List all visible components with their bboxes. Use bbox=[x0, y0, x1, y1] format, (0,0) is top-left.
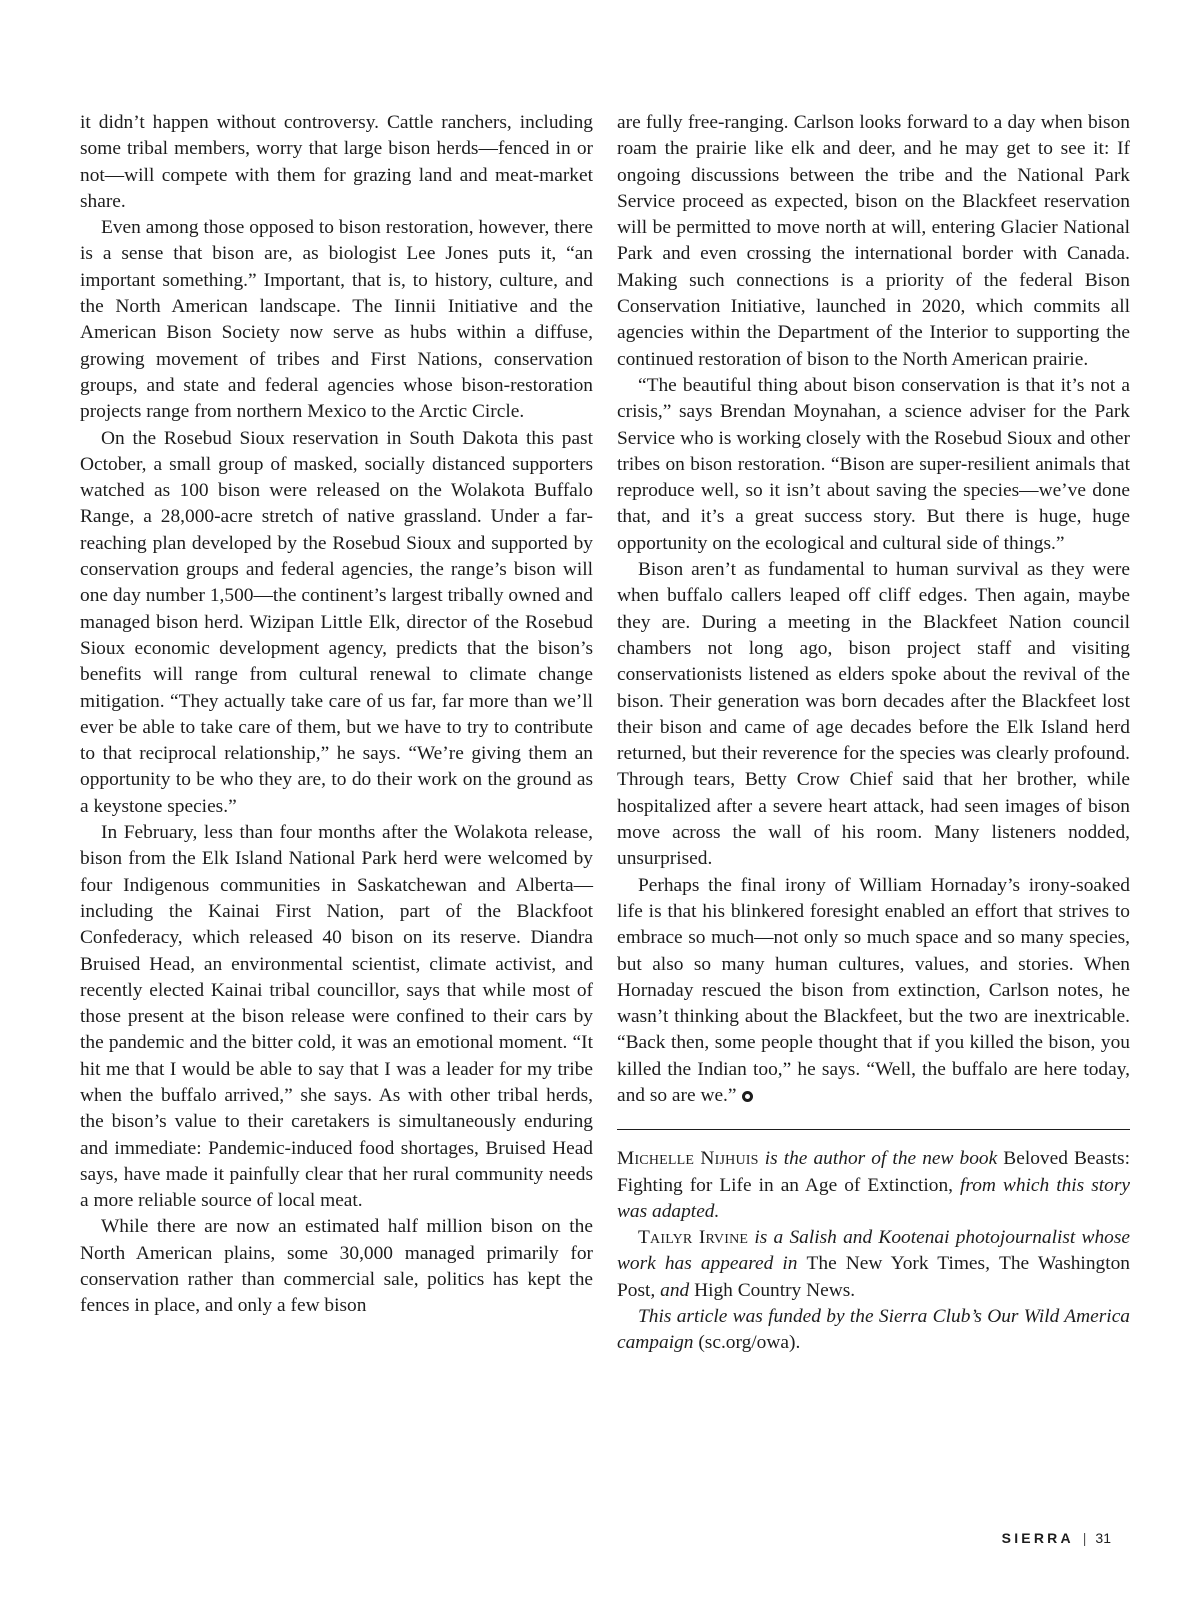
publication-title: High Country News bbox=[694, 1279, 851, 1301]
body-paragraph: In February, less than four months after the Wolakota release, bison from the Elk Island National Park herd were welcomed by four Indigenous communities in Saskatchewan and Alberta—including the Kainai First Nation, part of the Blackfoot Confederacy, which released 40 bison on its reserve. Diandra Bruised Head, an environmental scientist, climate activist, and recently elected Kainai tribal councillor, says that while most of those present at the bison release were confined to their cars by the pandemic and the bitter cold, it was an emotional moment. “It hit me that I would be able to say that I was a leader for my tribe when the buffalo arrived,” she says. As with other tribal herds, the bison’s value to their caretakers is simultaneously enduring and immediate: Pandemic-induced food shortages, Bruised Head says, have made it painfully clear that her rural community needs a more reliable source of local meat. bbox=[80, 822, 593, 1212]
publication-title: The Washington Post bbox=[617, 1253, 1130, 1301]
body-paragraph-final bbox=[617, 873, 1130, 1110]
body-paragraph: it didn’t happen without controversy. Cattle ranchers, including some tribal members, worry that large bison herds—fenced in or not—will compete with them for grazing land and meat-market share. bbox=[80, 112, 593, 212]
body-paragraph: Bison aren’t as fundamental to human survival as they were when buffalo callers leaped off cliff edges. Then again, maybe they are. During a meeting in the Blackfeet Nation council chambers not long ago, bison project staff and visiting conservationists listened as elders spoke about the revival of the bison. Their generation was born decades after the Blackfeet lost their bison and came of age decades before the Elk Island herd returned, but their reverence for the species was clearly profound. Through tears, Betty Crow Chief said that her brother, while hospitalized after a severe heart attack, had seen images of bison move across the wall of his room. Many listeners nodded, unsurprised. bbox=[617, 559, 1130, 870]
body-paragraph: “The beautiful thing about bison conservation is that it’s not a crisis,” says Brendan Moynahan, a science adviser for the Park Service who is working closely with the Rosebud Sioux and other tribes on bison restoration. “Bison are super-resilient animals that reproduce well, so it isn’t about saving the species—we’ve done that, and it’s a great success story. But there is huge, huge opportunity on the ecological and cultural side of things.” bbox=[617, 374, 1130, 554]
page-number: 31 bbox=[1095, 1530, 1111, 1546]
author-name: Michelle Nijhuis bbox=[617, 1148, 759, 1170]
funding-note: This article was funded by the Sierra Club’s Our Wild America campaign (sc.org/owa). bbox=[617, 1306, 1130, 1354]
book-title: Beloved Beasts: Fighting for Life in an Age of Extinction, bbox=[617, 1148, 1130, 1196]
body-paragraph: are fully free-ranging. Carlson looks forward to a day when bison roam the prairie like elk and deer, and he may get to see it: If ongoing discussions between the tribe and the National Park Service proceed as expected, bison on the Blackfeet reservation will be permitted to move north at will, entering Glacier National Park and even crossing the international border with Canada. Making such connections is a priority of the federal Bison Conservation Initiative, launched in 2020, which commits all agencies within the Department of the Interior to supporting the continued restoration of bison to the North American prairie. bbox=[617, 112, 1130, 370]
body-paragraph: Even among those opposed to bison restoration, however, there is a sense that bison are, as biologist Lee Jones puts it, “an important something.” Important, that is, to history, culture, and the North American landscape. The Iinnii Initiative and the American Bison Society now serve as hubs within a diffuse, growing movement of tribes and First Nations, conservation groups, and state and federal agencies whose bison-restoration projects range from northern Mexico to the Arctic Circle. bbox=[80, 217, 593, 423]
footer-separator: | bbox=[1082, 1530, 1087, 1546]
magazine-name: SIERRA bbox=[1001, 1530, 1074, 1546]
end-mark-icon bbox=[742, 1091, 753, 1102]
body-paragraph: While there are now an estimated half million bison on the North American plains, some 30,000 managed primarily for conservation rather than commercial sale, politics has kept the fences in place, and only a few bison bbox=[80, 1216, 593, 1317]
publication-title: The New York Times bbox=[806, 1253, 986, 1275]
funding-url: (sc.org/owa) bbox=[693, 1332, 796, 1354]
contributor-bios bbox=[617, 1146, 1130, 1356]
page-footer bbox=[1002, 1530, 1111, 1546]
bio-divider bbox=[617, 1129, 1130, 1130]
left-column bbox=[80, 110, 593, 1320]
photographer-bio: Tailyr Irvine is a Salish and Kootenai photojournalist whose work has appeared in The New York Times, The Washington Post, and High Country News. bbox=[617, 1227, 1130, 1301]
body-paragraph: On the Rosebud Sioux reservation in South Dakota this past October, a small group of masked, socially distanced supporters watched as 100 bison were released on the Wolakota Buffalo Range, a 28,000-acre stretch of native grassland. Under a far-reaching plan developed by the Rosebud Sioux and supported by conservation groups and federal agencies, the range’s bison will one day number 1,500—the continent’s largest tribally owned and managed bison herd. Wizipan Little Elk, director of the Rosebud Sioux economic development agency, predicts that the bison’s benefits will range from cultural renewal to climate change mitigation. “They actually take care of us far, far more than we’ll ever be able to take care of them, but we have to try to contribute to that reciprocal relationship,” he says. “We’re giving them an opportunity to be who they are, to do their work on the ground as a keystone species.” bbox=[80, 427, 593, 817]
right-column bbox=[617, 110, 1130, 1357]
photographer-name: Tailyr Irvine bbox=[638, 1227, 749, 1249]
author-bio: Michelle Nijhuis is the author of the new book Beloved Beasts: Fighting for Life in an Age of Extinction, from which this story was adapted. bbox=[617, 1148, 1131, 1222]
final-paragraph-text: Perhaps the final irony of William Hornaday’s irony-soaked life is that his blinkered foresight enabled an effort that strives to embrace so much—not only so much space and so many species, but also so many human cultures, values, and stories. When Hornaday rescued the bison from extinction, Carlson notes, he wasn’t thinking about the Blackfeet, but the two are inextricable. “Back then, some people thought that if you killed the bison, you killed the Indian too,” he says. “Well, the buffalo are here today, and so are we.” bbox=[617, 874, 1130, 1106]
